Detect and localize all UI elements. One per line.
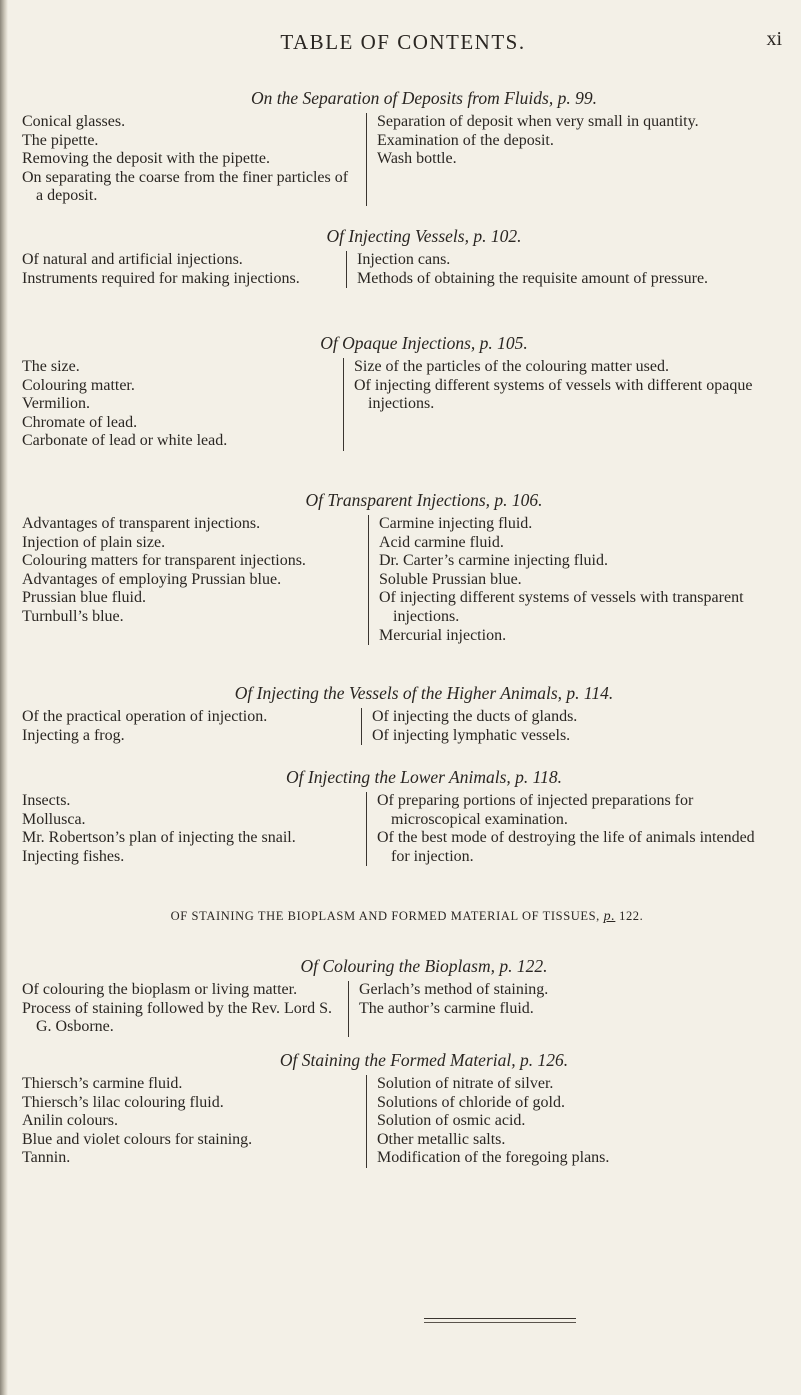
toc-entry: Turnbull’s blue. [22, 607, 124, 625]
toc-entry: Carmine injecting fluid. [379, 515, 533, 532]
page-number: xi [766, 28, 782, 50]
toc-entry: Prussian blue fluid. [22, 589, 146, 607]
toc-entry: Advantages of employing Prussian blue. [22, 570, 282, 588]
toc-entry: The size. [22, 358, 80, 375]
section-injecting-vessels [22, 226, 784, 288]
toc-entry: Process of staining followed by the Rev. Lord S. G. Osborne. [22, 999, 333, 1036]
right-column [368, 515, 775, 645]
section-columns [22, 251, 784, 288]
section-title: Of Injecting the Vessels of the Higher Animals, p. 114. [234, 683, 614, 703]
left-column [22, 251, 346, 288]
section-columns [22, 515, 784, 645]
page [22, 0, 784, 1395]
toc-entry: Injecting a frog. [22, 726, 125, 744]
section-lower-animals [22, 767, 784, 866]
left-column [22, 515, 368, 645]
left-column [22, 113, 366, 206]
toc-entry: Thiersch’s lilac colouring fluid. [22, 1093, 224, 1111]
section-columns [22, 113, 784, 206]
section-columns [22, 981, 784, 1037]
section-title: Of Injecting Vessels, p. 102. [326, 226, 522, 246]
toc-entry: Of the best mode of destroying the life of animals intended for injection. [377, 829, 755, 865]
section-title: Of Injecting the Lower Animals, p. 118. [286, 767, 562, 787]
toc-entry: Mollusca. [22, 810, 86, 828]
toc-entry: Instruments required for making injections. [22, 269, 300, 287]
part-heading-page-abbrev: p. [603, 909, 616, 924]
section-staining-bioplasm [22, 906, 784, 928]
toc-entry: Dr. Carter’s carmine injecting fluid. [379, 552, 608, 570]
toc-entry: Of injecting different systems of vessels with transparent injections. [379, 589, 744, 625]
right-column [361, 708, 775, 745]
page-header [22, 28, 784, 58]
toc-entry: Carbonate of lead or white lead. [22, 432, 228, 450]
toc-entry: Separation of deposit when very small in quantity. [377, 113, 699, 130]
section-transparent-injections [22, 490, 784, 645]
toc-entry: Acid carmine fluid. [379, 533, 504, 551]
section-title: Of Colouring the Bioplasm, p. 122. [300, 956, 548, 976]
toc-entry: Of the practical operation of injection. [22, 708, 268, 725]
toc-entry: Size of the particles of the colouring matter used. [354, 358, 670, 375]
toc-entry: Injection cans. [357, 251, 451, 268]
toc-entry: Other metallic salts. [377, 1130, 506, 1148]
toc-entry: Modification of the foregoing plans. [377, 1149, 610, 1167]
toc-entry: Of colouring the bioplasm or living matter. [22, 981, 298, 998]
toc-entry: Of injecting the ducts of glands. [372, 708, 578, 725]
toc-entry: Anilin colours. [22, 1112, 118, 1130]
section-opaque-injections [22, 333, 784, 451]
toc-entry: Blue and violet colours for staining. [22, 1130, 253, 1148]
toc-entry: Thiersch’s carmine fluid. [22, 1075, 183, 1092]
right-column [366, 792, 775, 866]
end-rule [424, 1318, 576, 1319]
page-binding-edge [0, 0, 8, 1395]
toc-entry: Injection of plain size. [22, 533, 166, 551]
toc-entry: Tannin. [22, 1149, 71, 1167]
toc-entry: Insects. [22, 792, 71, 809]
right-column [366, 113, 775, 206]
section-colouring-bioplasm [22, 956, 784, 1037]
section-higher-animals [22, 683, 784, 745]
toc-entry: Of injecting lymphatic vessels. [372, 726, 571, 744]
toc-entry: The author’s carmine fluid. [359, 999, 534, 1017]
toc-entry: Of natural and artificial injections. [22, 251, 243, 268]
toc-entry: Injecting fishes. [22, 847, 125, 865]
section-columns [22, 358, 784, 451]
section-title: Of Opaque Injections, p. 105. [320, 333, 528, 353]
running-title: TABLE OF CONTENTS. [280, 30, 526, 54]
left-column [22, 981, 348, 1037]
section-separation-of-deposits [22, 88, 784, 206]
toc-entry: Examination of the deposit. [377, 131, 554, 149]
left-column [22, 708, 361, 745]
section-title: Of Transparent Injections, p. 106. [305, 490, 543, 510]
left-column [22, 1075, 366, 1168]
toc-entry: Solution of nitrate of silver. [377, 1075, 554, 1092]
section-columns [22, 792, 784, 866]
toc-entry: Mr. Robertson’s plan of injecting the snail. [22, 829, 296, 847]
section-title: Of Staining the Formed Material, p. 126. [279, 1050, 569, 1070]
left-column [22, 792, 366, 866]
left-column [22, 358, 343, 451]
right-column [348, 981, 775, 1037]
toc-entry: Colouring matter. [22, 376, 135, 394]
toc-entry: Of preparing portions of injected preparations for microscopical examination. [377, 792, 694, 828]
toc-entry: Removing the deposit with the pipette. [22, 150, 270, 168]
section-columns [22, 1075, 784, 1168]
toc-entry: Colouring matters for transparent injections. [22, 552, 306, 570]
toc-entry: On separating the coarse from the finer particles of a deposit. [22, 168, 349, 205]
toc-entry: The pipette. [22, 131, 99, 149]
toc-entry: Chromate of lead. [22, 413, 138, 431]
toc-entry: Gerlach’s method of staining. [359, 981, 549, 998]
right-column [343, 358, 775, 451]
toc-entry: Solutions of chloride of gold. [377, 1093, 565, 1111]
part-heading [22, 906, 784, 928]
toc-entry: Conical glasses. [22, 113, 126, 130]
part-heading-text: OF STAINING THE BIOPLASM AND FORMED MATERIAL OF TISSUES, [170, 909, 600, 923]
toc-entry: Methods of obtaining the requisite amount of pressure. [357, 269, 709, 287]
section-title: On the Separation of Deposits from Fluids, p. 99. [251, 88, 597, 108]
toc-entry: Advantages of transparent injections. [22, 515, 261, 532]
toc-entry: Vermilion. [22, 395, 90, 413]
right-column [366, 1075, 775, 1168]
toc-entry: Solution of osmic acid. [377, 1112, 526, 1130]
part-heading-page-number: 122. [619, 909, 644, 923]
section-columns [22, 708, 784, 745]
toc-entry: Soluble Prussian blue. [379, 570, 522, 588]
toc-entry: Mercurial injection. [379, 626, 507, 644]
toc-entry: Wash bottle. [377, 150, 457, 168]
section-staining-formed-material [22, 1050, 784, 1168]
toc-entry: Of injecting different systems of vessels with different opaque injections. [354, 376, 753, 413]
right-column [346, 251, 775, 288]
end-rule-thin [424, 1322, 576, 1323]
